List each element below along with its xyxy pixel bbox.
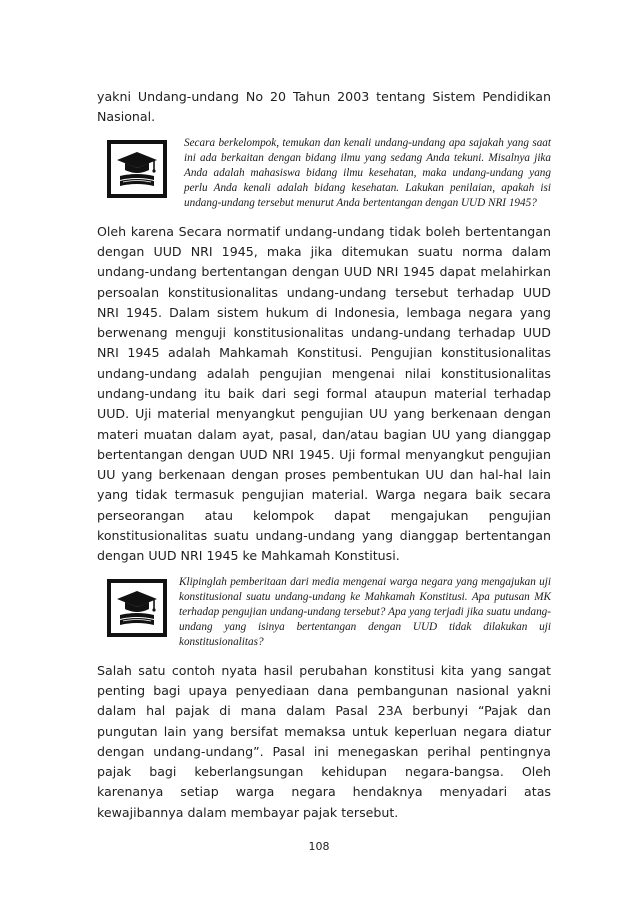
task-box-1	[97, 136, 551, 212]
task-box-2	[97, 575, 551, 651]
task-2-text: Klipinglah pemberitaan dari media mengenai warga negara yang mengajukan uji konstitusional suatu undang-undang ke Mahkamah Konstitusi. Apa putusan MK terhadap pengujian undang-undang tersebut? Apa yang terjadi jika suatu undang-undang yang isinya bertentangan dengan UUD tidak dilakukan uji konstitusionalitas?	[179, 575, 551, 649]
body-paragraph-1: Oleh karena Secara normatif undang-undang tidak boleh bertentangan dengan UUD NRI 1945, maka jika ditemukan suatu norma dalam undang-undang bertentangan dengan UUD NRI 1945 dapat melahirkan persoalan konstitusionalitas undang-undang tersebut terhadap UUD NRI 1945. Dalam sistem hukum di Indonesia, lembaga negara yang berwenang menguji konstitusionalitas undang-undang terhadap UUD NRI 1945 adalah Mahkamah Konstitusi. Pengujian konstitusionalitas undang-undang adalah pengujian mengenai nilai konstitusionalitas undang-undang itu baik dari segi formal ataupun material terhadap UUD. Uji material menyangkut pengujian UU yang berkenaan dengan materi muatan dalam ayat, pasal, dan/atau bagian UU yang dianggap bertentangan dengan UUD NRI 1945. Uji formal menyangkut pengujian UU yang berkenaan dengan proses pembentukan UU dan hal-hal lain yang tidak termasuk pengujian material. Warga negara baik secara perseorangan atau kelompok dapat mengajukan pengujian konstitusionalitas suatu undang-undang yang dianggap bertentangan dengan UUD NRI 1945 ke Mahkamah Konstitusi.	[97, 223, 551, 564]
page-content	[97, 87, 551, 823]
task-1-text: Secara berkelompok, temukan dan kenali undang-undang apa sajakah yang saat ini ada berkaitan dengan bidang ilmu yang sedang Anda tekuni. Misalnya jika Anda adalah mahasiswa bidang ilmu kesehatan, maka undang-undang yang perlu Anda kenali adalah bidang kesehatan. Lakukan penilaian, apakah isi undang-undang tersebut menurut Anda bertentangan dengan UUD NRI 1945?	[184, 136, 551, 210]
intro-paragraph: yakni Undang-undang No 20 Tahun 2003 tentang Sistem Pendidikan Nasional.	[97, 89, 551, 125]
graduation-cap-book-icon	[107, 579, 167, 637]
body-paragraph-2: Salah satu contoh nyata hasil perubahan konstitusi kita yang sangat penting bagi upaya penyediaan dana pembangunan nasional yakni dalam hal pajak di mana dalam Pasal 23A berbunyi “Pajak dan pungutan lain yang bersifat memaksa untuk keperluan negara diatur dengan undang-undang”. Pasal ini menegaskan perihal pentingnya pajak bagi keberlangsungan kehidupan negara-bangsa. Oleh karenanya setiap warga negara hendaknya menyadari atas kewajibannya dalam membayar pajak tersebut.	[97, 662, 551, 820]
graduation-cap-book-icon	[107, 140, 167, 198]
page-number: 108	[308, 840, 330, 853]
